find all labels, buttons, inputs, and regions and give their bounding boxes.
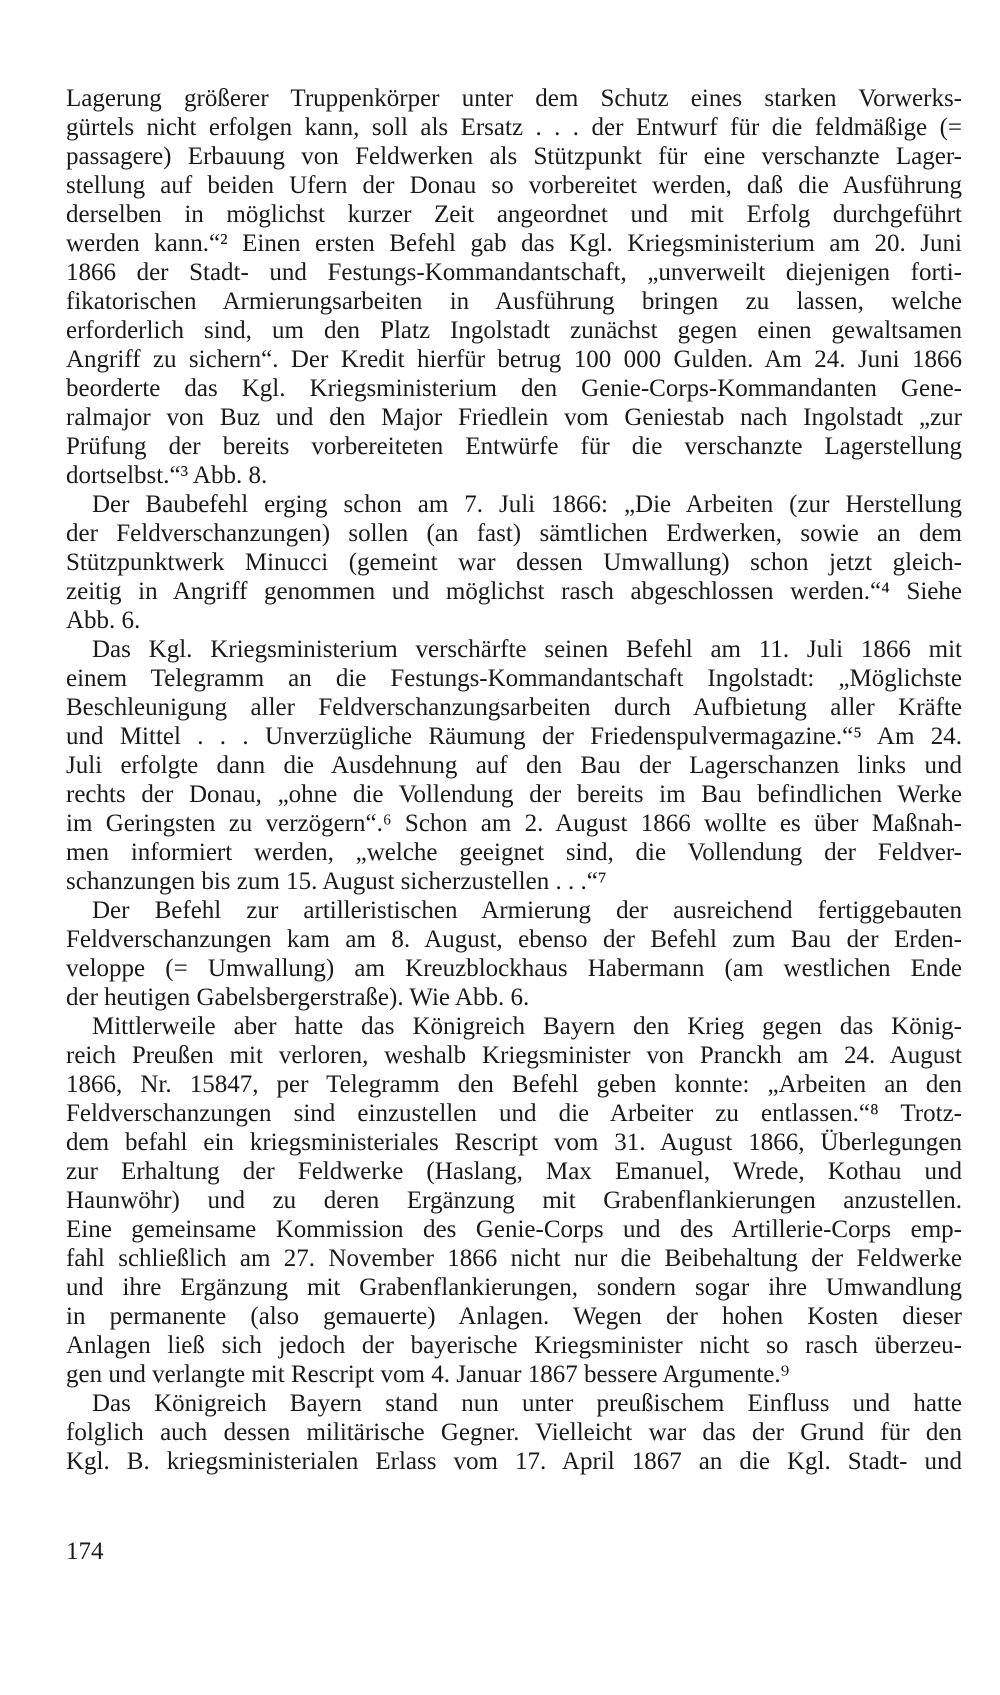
text-line: werden kann.“² Einen ersten Befehl gab das Kgl. Kriegsministerium am 20. Juni	[66, 230, 962, 257]
text-line: Anlagen ließ sich jedoch der bayerische Kriegsminister nicht so rasch überzeu-	[66, 1332, 962, 1359]
text-line: reich Preußen mit verloren, weshalb Kriegsminister von Pranckh am 24. August	[66, 1042, 962, 1069]
text-line: 1866 der Stadt- und Festungs-Kommandantschaft, „unverweilt diejenigen forti-	[66, 259, 962, 286]
text-line: im Geringsten zu verzögern“.⁶ Schon am 2. August 1866 wollte es über Maßnah-	[66, 810, 962, 837]
text-line: gürtels nicht erfolgen kann, soll als Ersatz . . . der Entwurf für die feldmäßige (=	[66, 114, 962, 141]
text-line: fikatorischen Armierungsarbeiten in Ausführung bringen zu lassen, welche	[66, 288, 962, 315]
text-line: Kgl. B. kriegsministerialen Erlass vom 17. April 1867 an die Kgl. Stadt- und	[66, 1448, 962, 1475]
text-line: derselben in möglichst kurzer Zeit angeordnet und mit Erfolg durchgeführt	[66, 201, 962, 228]
text-line: Beschleunigung aller Feldverschanzungsarbeiten durch Aufbietung aller Kräfte	[66, 694, 962, 721]
text-line: Mittlerweile aber hatte das Königreich Bayern den Krieg gegen das König-	[92, 1013, 962, 1040]
text-line: zeitig in Angriff genommen und möglichst rasch abgeschlossen werden.“⁴ Siehe	[66, 578, 962, 605]
text-line: dortselbst.“³ Abb. 8.	[66, 462, 268, 489]
text-line: gen und verlangte mit Rescript vom 4. Januar 1867 bessere Argumente.⁹	[66, 1361, 790, 1388]
text-line: einem Telegramm an die Festungs-Kommandantschaft Ingolstadt: „Möglichste	[66, 665, 962, 692]
text-line: erforderlich sind, um den Platz Ingolstadt zunächst gegen einen gewaltsamen	[66, 317, 962, 344]
text-line: Prüfung der bereits vorbereiteten Entwürfe für die verschanzte Lagerstellung	[66, 433, 962, 460]
text-line: Das Kgl. Kriegsministerium verschärfte seinen Befehl am 11. Juli 1866 mit	[92, 636, 962, 663]
text-line: Das Königreich Bayern stand nun unter preußischem Einfluss und hatte	[92, 1390, 962, 1417]
text-line: 1866, Nr. 15847, per Telegramm den Befehl geben konnte: „Arbeiten an den	[66, 1071, 962, 1098]
text-line: beorderte das Kgl. Kriegsministerium den Genie-Corps-Kommandanten Gene-	[66, 375, 962, 402]
body-text	[66, 84, 962, 1476]
text-line: Angriff zu sichern“. Der Kredit hierfür betrug 100 000 Gulden. Am 24. Juni 1866	[66, 346, 962, 373]
text-line: Feldverschanzungen sind einzustellen und die Arbeiter zu entlassen.“⁸ Trotz-	[66, 1100, 962, 1127]
text-line: und Mittel . . . Unverzügliche Räumung der Friedenspulvermagazine.“⁵ Am 24.	[66, 723, 962, 750]
text-line: Der Baubefehl erging schon am 7. Juli 1866: „Die Arbeiten (zur Herstellung	[92, 491, 962, 518]
text-line: men informiert werden, „welche geeignet sind, die Vollendung der Feldver-	[66, 839, 962, 866]
text-line: Stützpunktwerk Minucci (gemeint war dessen Umwallung) schon jetzt gleich-	[66, 549, 962, 576]
text-line: folglich auch dessen militärische Gegner. Vielleicht war das der Grund für den	[66, 1419, 962, 1446]
text-line: der Feldverschanzungen) sollen (an fast) sämtlichen Erdwerken, sowie an dem	[66, 520, 962, 547]
text-line: zur Erhaltung der Feldwerke (Haslang, Max Emanuel, Wrede, Kothau und	[66, 1158, 962, 1185]
text-line: stellung auf beiden Ufern der Donau so vorbereitet werden, daß die Ausführung	[66, 172, 962, 199]
text-line: passagere) Erbauung von Feldwerken als Stützpunkt für eine verschanzte Lager-	[66, 143, 962, 170]
text-line: Eine gemeinsame Kommission des Genie-Corps und des Artillerie-Corps emp-	[66, 1216, 962, 1243]
text-line: Feldverschanzungen kam am 8. August, ebenso der Befehl zum Bau der Erden-	[66, 926, 962, 953]
page-number: 174	[66, 1538, 104, 1565]
text-line: fahl schließlich am 27. November 1866 nicht nur die Beibehaltung der Feldwerke	[66, 1245, 962, 1272]
text-line: der heutigen Gabelsbergerstraße). Wie Abb. 6.	[66, 984, 530, 1011]
text-line: Abb. 6.	[66, 607, 141, 634]
text-line: dem befahl ein kriegsministeriales Rescript vom 31. August 1866, Überlegungen	[66, 1129, 962, 1156]
text-line: Der Befehl zur artilleristischen Armierung der ausreichend fertiggebauten	[92, 897, 962, 924]
text-line: schanzungen bis zum 15. August sicherzustellen . . .“⁷	[66, 868, 607, 895]
text-line: und ihre Ergänzung mit Grabenflankierungen, sondern sogar ihre Umwandlung	[66, 1274, 962, 1301]
text-line: rechts der Donau, „ohne die Vollendung der bereits im Bau befindlichen Werke	[66, 781, 962, 808]
text-line: veloppe (= Umwallung) am Kreuzblockhaus Habermann (am westlichen Ende	[66, 955, 962, 982]
text-line: Lagerung größerer Truppenkörper unter dem Schutz eines starken Vorwerks-	[66, 85, 962, 112]
text-line: Juli erfolgte dann die Ausdehnung auf den Bau der Lagerschanzen links und	[66, 752, 962, 779]
text-line: in permanente (also gemauerte) Anlagen. Wegen der hohen Kosten dieser	[66, 1303, 962, 1330]
text-line: ralmajor von Buz und den Major Friedlein vom Geniestab nach Ingolstadt „zur	[66, 404, 962, 431]
text-line: Haunwöhr) und zu deren Ergänzung mit Grabenflankierungen anzustellen.	[66, 1187, 962, 1214]
